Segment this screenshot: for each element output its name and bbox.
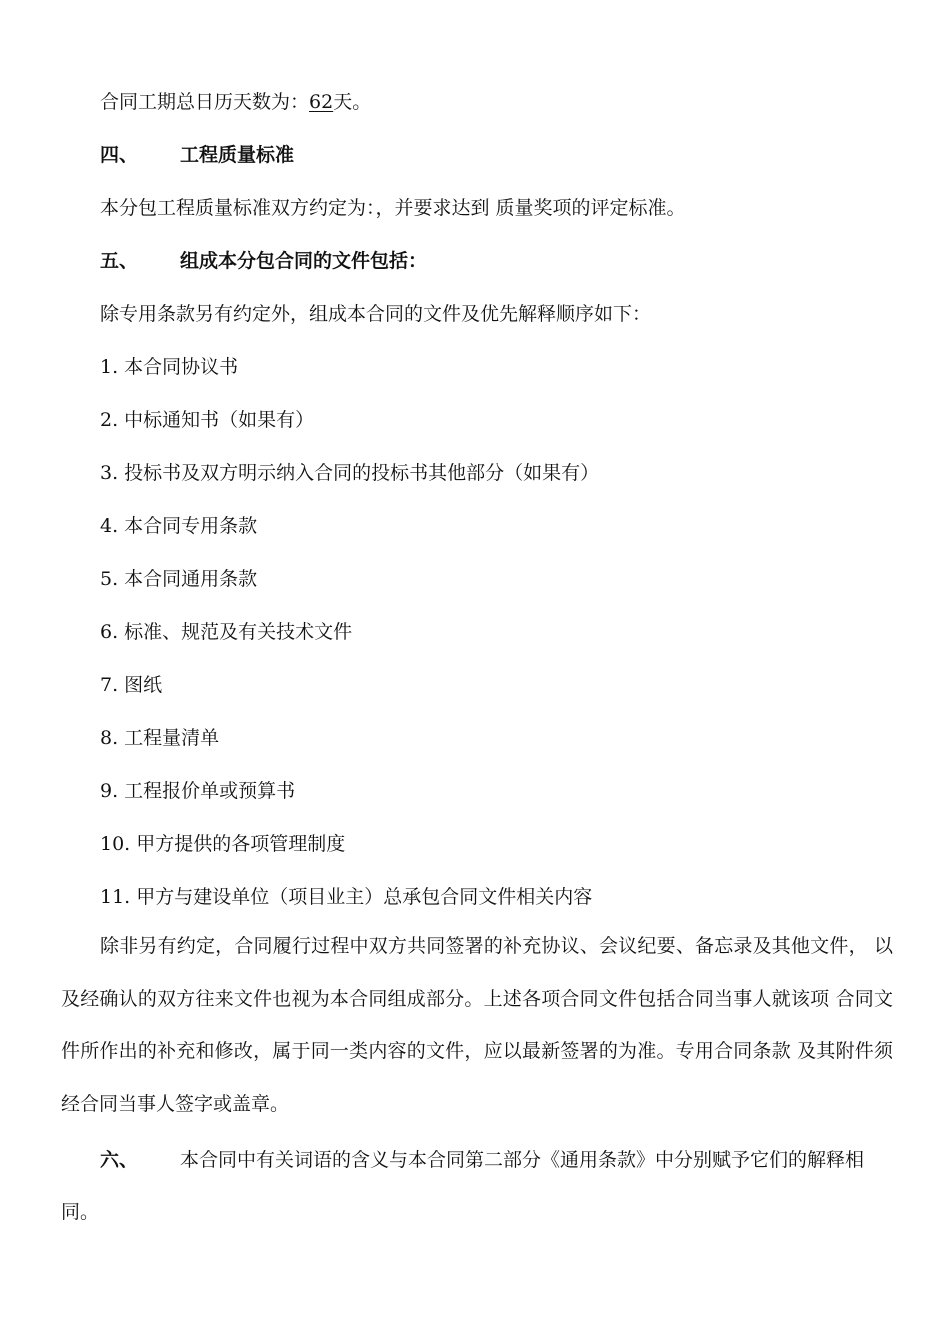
list-item: 4. 本合同专用条款 [100,515,258,537]
section-6-number: 六、 [100,1149,139,1171]
list-item: 3. 投标书及双方明示纳入合同的投标书其他部分（如果有） [100,462,600,484]
duration-suffix: 天。 [333,91,372,113]
section-4-heading [100,143,294,167]
section-5-heading [100,249,427,273]
document-order-intro: 除专用条款另有约定外，组成本合同的文件及优先解释顺序如下： [100,303,652,325]
quality-standard-text: 本分包工程质量标准双方约定为：，并要求达到 质量奖项的评定标准。 [100,197,686,219]
list-item: 1. 本合同协议书 [100,356,239,378]
section-5-title: 组成本分包合同的文件包括： [180,250,428,272]
list-item: 7. 图纸 [100,674,163,696]
duration-days: 62 [309,91,334,113]
list-item: 6. 标准、规范及有关技术文件 [100,621,353,643]
list-item: 2. 中标通知书（如果有） [100,409,315,431]
supplement-paragraph: 除非另有约定，合同履行过程中双方共同签署的补充协议、会议纪要、备忘录及其他文件， 以及经确认的双方往来文件也视为本合同组成部分。上述各项合同文件包括合同当事人就该项 合同文件所作出的补充和修改，属于同一类内容的文件，应以最新签署的为准。专用合同条款 及其附件须经合同当事人签字或盖章。 [61,935,893,1115]
section-6-paragraph [61,1134,893,1238]
list-item: 8. 工程量清单 [100,727,220,749]
list-item: 10. 甲方提供的各项管理制度 [100,833,346,855]
section-6-text: 本合同中有关词语的含义与本合同第二部分《通用条款》中分别赋予它们的解释相同。 [61,1149,865,1223]
section-4-title: 工程质量标准 [180,144,295,166]
list-item: 11. 甲方与建设单位（项目业主）总承包合同文件相关内容 [100,886,593,908]
section-4-number: 四、 [100,144,139,166]
section-5-number: 五、 [100,250,139,272]
list-item: 5. 本合同通用条款 [100,568,258,590]
duration-prefix: 合同工期总日历天数为： [100,91,310,113]
contract-duration [100,90,371,114]
list-item: 9. 工程报价单或预算书 [100,780,296,802]
